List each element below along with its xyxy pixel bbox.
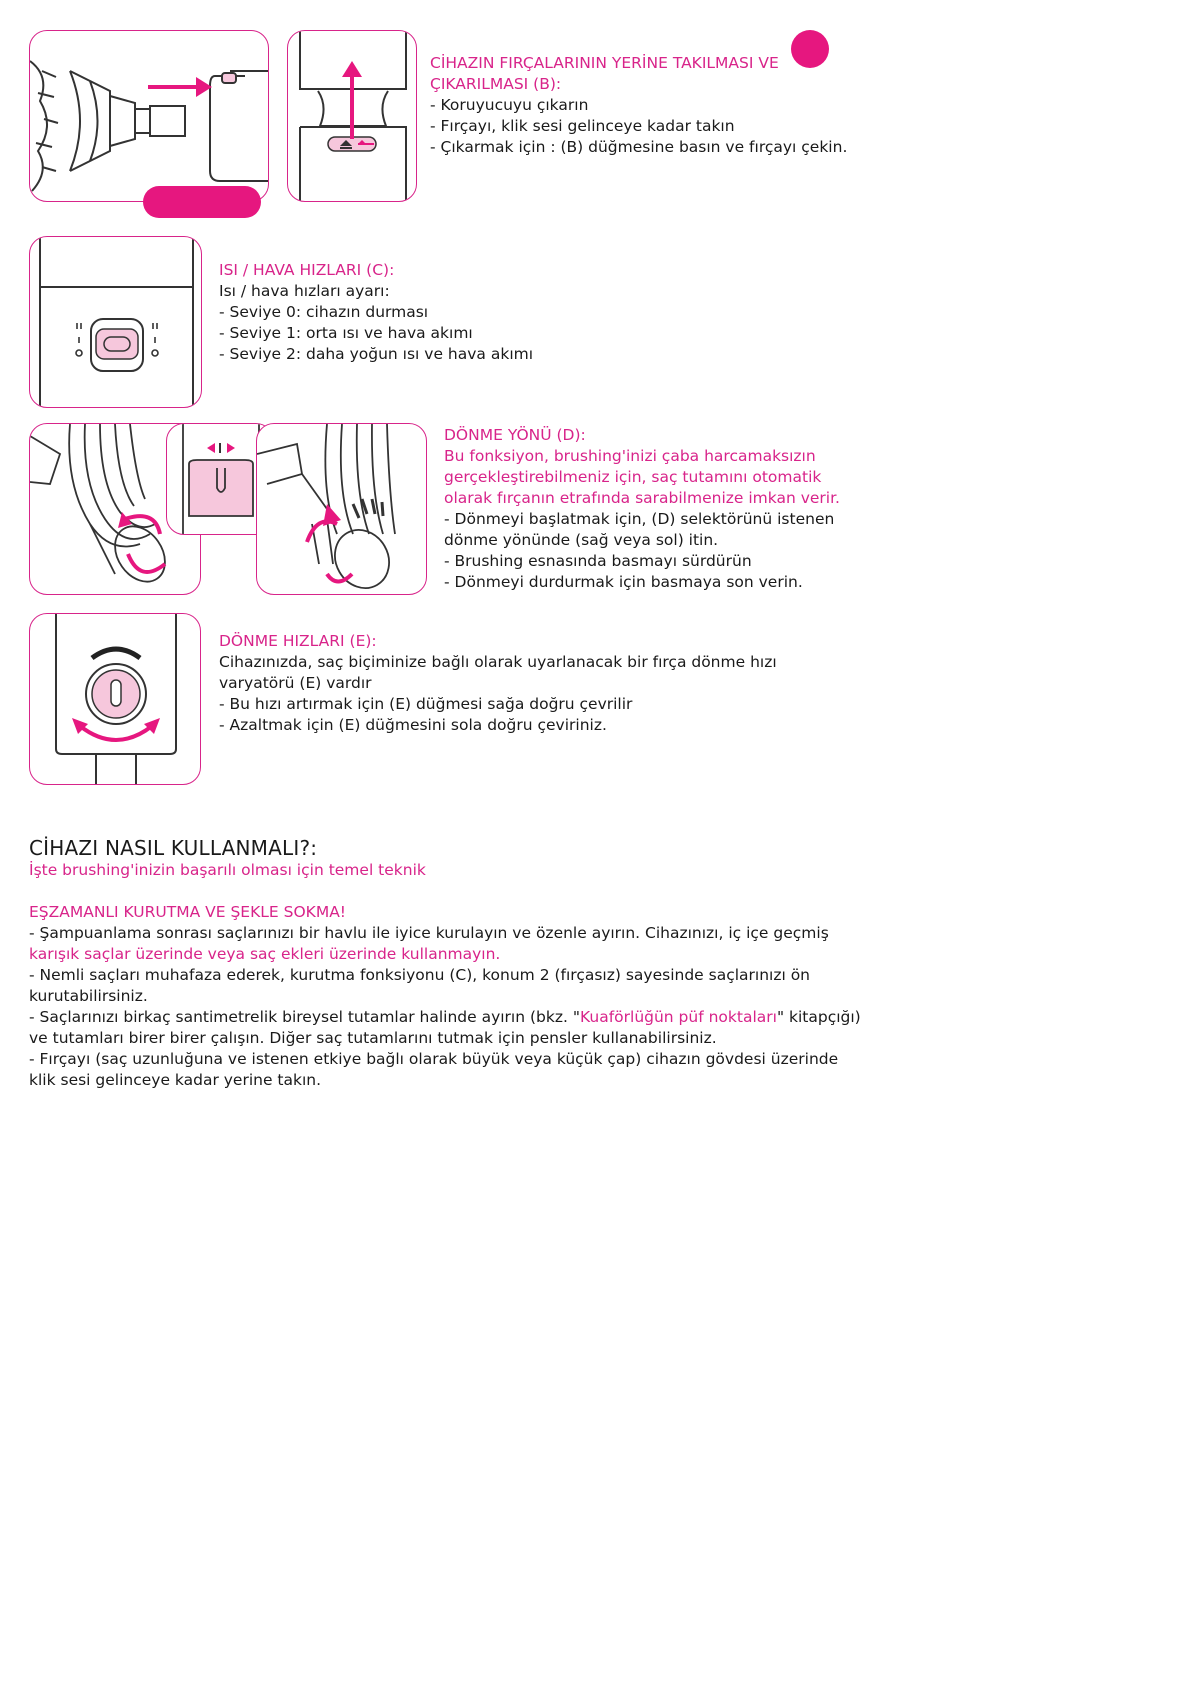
usage-paragraph-line: klik sesi gelinceye kadar yerine takın.: [29, 1071, 322, 1089]
figure-tab: [143, 186, 261, 218]
usage-body: [29, 860, 861, 1091]
list-item: - Azaltmak için (E) düğmesini sola doğru çeviriniz.: [219, 716, 607, 734]
speed-switch-icon: [76, 319, 158, 371]
usage-paragraph-line: [29, 1007, 861, 1028]
list-item: - Brushing esnasında basmayı sürdürün: [444, 552, 752, 570]
section-d-intro-line: gerçekleştirebilmeniz için, saç tutamını otomatik: [444, 468, 822, 486]
usage-subheading: EŞZAMANLI KURUTMA VE ŞEKLE SOKMA!: [29, 903, 347, 921]
list-item: - Fırçayı, klik sesi gelinceye kadar takın: [430, 117, 735, 135]
section-c-heading: ISI / HAVA HIZLARI (C):: [219, 261, 395, 279]
section-e-text: [219, 631, 777, 736]
usage-warning-line: karışık saçlar üzerinde veya saç ekleri üzerinde kullanmayın.: [29, 945, 501, 963]
eject-button-icon: [328, 137, 376, 151]
section-d-intro-line: Bu fonksiyon, brushing'inizi çaba harcamaksızın: [444, 447, 816, 465]
brush-eject-figure: [287, 30, 417, 202]
usage-paragraph-line: - Nemli saçları muhafaza ederek, kurutma fonksiyonu (C), konum 2 (fırçasız) sayesinde saçlarınızı ön: [29, 966, 811, 984]
speed-dial-figure: [29, 613, 201, 785]
section-c-text: [219, 260, 533, 365]
usage-paragraph-line: ve tutamları birer birer çalışın. Diğer saç tutamlarını tutmak için pensler kullanabilirsiniz.: [29, 1029, 717, 1047]
list-item: - Dönmeyi başlatmak için, (D) selektörünü istenen: [444, 510, 835, 528]
list-item: - Çıkarmak için : (B) düğmesine basın ve fırçayı çekin.: [430, 138, 848, 156]
booklet-reference: Kuaförlüğün püf noktaları: [579, 1008, 777, 1026]
speed-dial-icon: [72, 649, 160, 740]
list-item: - Bu hızı artırmak için (E) düğmesi sağa doğru çevrilir: [219, 695, 633, 713]
section-c-intro: Isı / hava hızları ayarı:: [219, 282, 390, 300]
section-e-line: Cihazınızda, saç biçiminize bağlı olarak uyarlanacak bir fırça dönme hızı: [219, 653, 777, 671]
list-item: dönme yönünde (sağ veya sol) itin.: [444, 531, 719, 549]
section-d-heading: DÖNME YÖNÜ (D):: [444, 426, 586, 444]
section-d-text: [444, 425, 840, 593]
usage-paragraph-line: - Şampuanlama sonrası saçlarınızı bir havlu ile iyice kurulayın ve özenle ayırın. Cihazınızı, iç içe geçmiş: [29, 924, 829, 942]
section-b-text: [430, 53, 847, 158]
list-item: - Seviye 0: cihazın durması: [219, 303, 429, 321]
usage-paragraph-line: - Fırçayı (saç uzunluğuna ve istenen etkiye bağlı olarak büyük veya küçük çap) cihazın gövdesi üzerinde: [29, 1050, 839, 1068]
section-b-heading-line2: ÇIKARILMASI (B):: [430, 75, 562, 93]
section-b-heading-line1: CİHAZIN FIRÇALARININ YERİNE TAKILMASI VE: [430, 54, 779, 72]
usage-paragraph-line: kurutabilirsiniz.: [29, 987, 148, 1005]
usage-subtitle: İşte brushing'inizin başarılı olması için temel teknik: [29, 861, 426, 879]
list-item: - Seviye 1: orta ısı ve hava akımı: [219, 324, 473, 342]
section-d-intro-line: olarak fırçanın etrafında sarabilmenize imkan verir.: [444, 489, 840, 507]
list-item: - Dönmeyi durdurmak için basmaya son verin.: [444, 573, 803, 591]
list-item: - Seviye 2: daha yoğun ısı ve hava akımı: [219, 345, 534, 363]
usage-title: CİHAZI NASIL KULLANMALI?:: [29, 836, 318, 860]
arrow-right-icon: [148, 77, 212, 97]
rotation-right-figure: [256, 423, 427, 595]
direction-selector-icon: [189, 443, 253, 516]
heat-speed-figure: [29, 236, 202, 408]
rotation-arrow-icon: [307, 521, 352, 581]
usage-text-span: " kitapçığı): [776, 1008, 861, 1026]
section-e-heading: DÖNME HIZLARI (E):: [219, 632, 377, 650]
list-item: - Koruyucuyu çıkarın: [430, 96, 589, 114]
brush-insertion-figure: [29, 30, 269, 202]
usage-text-span: - Saçlarınızı birkaç santimetrelik bireysel tutamlar halinde ayırın (bkz. ": [29, 1008, 580, 1026]
section-e-line: varyatörü (E) vardır: [219, 674, 372, 692]
